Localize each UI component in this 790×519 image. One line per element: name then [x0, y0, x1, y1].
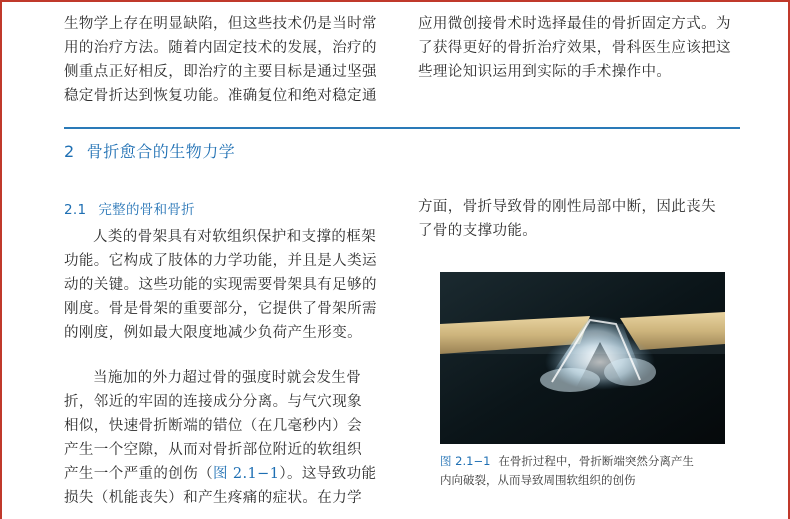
text-line: 侧重点正好相反，即治疗的主要目标是通过坚强 [64, 64, 377, 80]
text-line: 刚度。骨是骨架的重要部分，它提供了骨架所需 [64, 301, 377, 317]
text-line: 损失（机能丧失）和产生疼痛的症状。在力学 [64, 490, 362, 506]
section-title: 骨折愈合的生物力学 [86, 142, 236, 161]
text-line: 些理论知识运用到实际的手术操作中。 [418, 64, 672, 80]
fracture-illustration [440, 272, 725, 444]
section-divider [64, 127, 740, 129]
caption-line: 内向破裂，从而导致周围软组织的创伤 [440, 473, 636, 487]
text-line: 的刚度，例如最大限度地减少负荷产生形变。 [64, 325, 362, 341]
right-continuation-paragraph [418, 195, 748, 243]
text-line: 稳定骨折达到恢复功能。准确复位和绝对稳定通 [64, 88, 377, 104]
top-right-paragraph [418, 12, 748, 84]
text-segment: 产生一个严重的创伤（ [64, 466, 213, 482]
paragraph-fracture [64, 366, 394, 510]
subsection-title: 完整的骨和骨折 [98, 202, 195, 218]
text-line: 当施加的外力超过骨的强度时就会发生骨 [93, 370, 362, 386]
text-line: 应用微创接骨术时选择最佳的骨折固定方式。为 [418, 16, 731, 32]
text-line: 方面，骨折导致骨的刚性局部中断，因此丧失 [418, 199, 716, 215]
text-line: 动的关键。这些功能的实现需要骨架具有足够的 [64, 277, 377, 293]
page-border-left [0, 0, 2, 519]
text-line: 生物学上存在明显缺陷，但这些技术仍是当时常 [64, 16, 377, 32]
caption-line [440, 452, 735, 471]
caption-text: 在骨折过程中，骨折断端突然分离产生 [498, 454, 694, 468]
subsection-number: 2.1 [64, 202, 87, 218]
subsection-heading [64, 198, 195, 218]
text-line: 产生一个空隙，从而对骨折部位附近的软组织 [64, 442, 362, 458]
page-border-top [0, 0, 790, 2]
section-number: 2 [64, 142, 75, 161]
section-heading [64, 139, 235, 162]
text-segment: ）。这导致功能 [279, 466, 377, 482]
figure-label: 图 2.1−1 [440, 454, 491, 468]
figure-reference-link[interactable]: 图 2.1−1 [213, 466, 280, 482]
text-line [64, 462, 394, 486]
text-line: 人类的骨架具有对软组织保护和支撑的框架 [93, 229, 377, 245]
fracture-figure-image [440, 272, 725, 444]
text-line: 了获得更好的骨折治疗效果，骨科医生应该把这 [418, 40, 731, 56]
top-left-paragraph [64, 12, 394, 108]
text-line: 折，邻近的牢固的连接成分分离。与气穴现象 [64, 394, 362, 410]
text-line: 了骨的支撑功能。 [418, 223, 538, 239]
text-line: 功能。它构成了肢体的力学功能，并且是人类运 [64, 253, 377, 269]
text-line: 用的治疗方法。随着内固定技术的发展，治疗的 [64, 40, 377, 56]
paragraph-skeleton-function [64, 225, 394, 345]
figure-caption [440, 452, 735, 490]
text-line: 相似，快速骨折断端的错位（在几毫秒内）会 [64, 418, 362, 434]
